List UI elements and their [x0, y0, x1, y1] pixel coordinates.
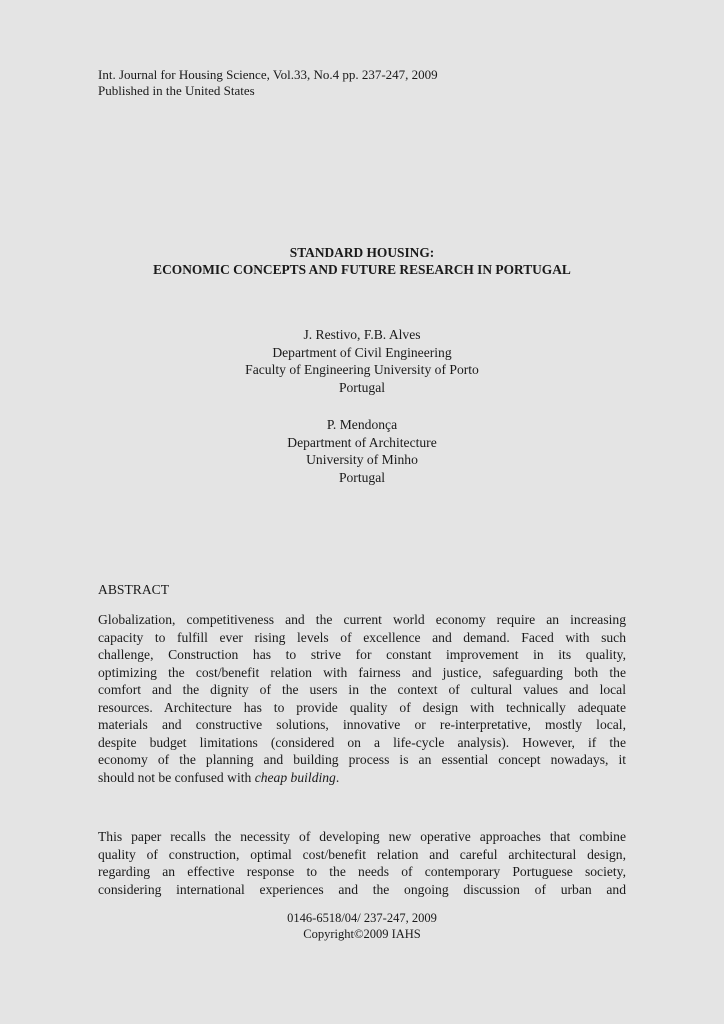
- abstract-heading: ABSTRACT: [98, 582, 170, 597]
- text-segment: .: [335, 769, 340, 785]
- text-line: optimizing the cost/benefit relation with fairness and justice, safeguarding both the: [98, 664, 626, 680]
- text-line: regarding an effective response to the needs of contemporary Portuguese society,: [98, 864, 626, 879]
- abstract-paragraph-1: [98, 611, 626, 786]
- text-line-last: [98, 769, 626, 787]
- text-line: resources. Architecture has to provide quality of design with technically adequate: [98, 699, 626, 715]
- author-country: Portugal: [338, 379, 386, 395]
- published-line: Published in the United States: [98, 83, 255, 98]
- author-department: Department of Architecture: [287, 434, 437, 450]
- title-line-2: ECONOMIC CONCEPTS AND FUTURE RESEARCH IN PORTUGAL: [153, 262, 571, 277]
- text-line: considering international experiences and the ongoing discussion of urban and: [98, 881, 626, 897]
- text-line: Globalization, competitiveness and the current world economy require an increasing: [98, 612, 626, 627]
- italic-term: cheap building: [254, 769, 336, 785]
- text-line: despite budget limitations (considered on a life-cycle analysis). However, if the: [98, 734, 626, 750]
- text-line: materials and constructive solutions, innovative or re-interpretative, mostly local,: [98, 717, 626, 732]
- text-line: quality of construction, optimal cost/benefit relation and careful architectural design,: [98, 846, 626, 862]
- text-segment: should not be confused with: [98, 769, 255, 785]
- author-group-2: [0, 416, 724, 486]
- page-footer: [0, 910, 724, 942]
- journal-line: Int. Journal for Housing Science, Vol.33, No.4 pp. 237-247, 2009: [98, 67, 438, 82]
- author-names: P. Mendonça: [326, 417, 398, 432]
- abstract-paragraph-2: [98, 828, 626, 898]
- text-line: comfort and the dignity of the users in the context of cultural values and local: [98, 682, 626, 697]
- author-names: J. Restivo, F.B. Alves: [303, 327, 421, 342]
- title-line-1: STANDARD HOUSING:: [289, 245, 435, 260]
- footer-code: 0146-6518/04/ 237-247, 2009: [287, 911, 437, 925]
- author-department: Department of Civil Engineering: [272, 344, 452, 360]
- author-institution: University of Minho: [306, 452, 418, 467]
- text-line: economy of the planning and building process is an essential concept nowadays, it: [98, 752, 626, 767]
- text-line: This paper recalls the necessity of developing new operative approaches that combine: [98, 829, 626, 844]
- author-country: Portugal: [338, 469, 386, 485]
- author-group-1: [0, 326, 724, 396]
- text-line: capacity to fulfill ever rising levels of excellence and demand. Faced with such: [98, 629, 626, 645]
- author-institution: Faculty of Engineering University of Porto: [245, 362, 479, 377]
- text-line: challenge, Construction has to strive for constant improvement in its quality,: [98, 647, 626, 662]
- footer-copyright: Copyright©2009 IAHS: [303, 927, 421, 941]
- journal-citation: [98, 67, 438, 99]
- paper-title: [0, 244, 724, 278]
